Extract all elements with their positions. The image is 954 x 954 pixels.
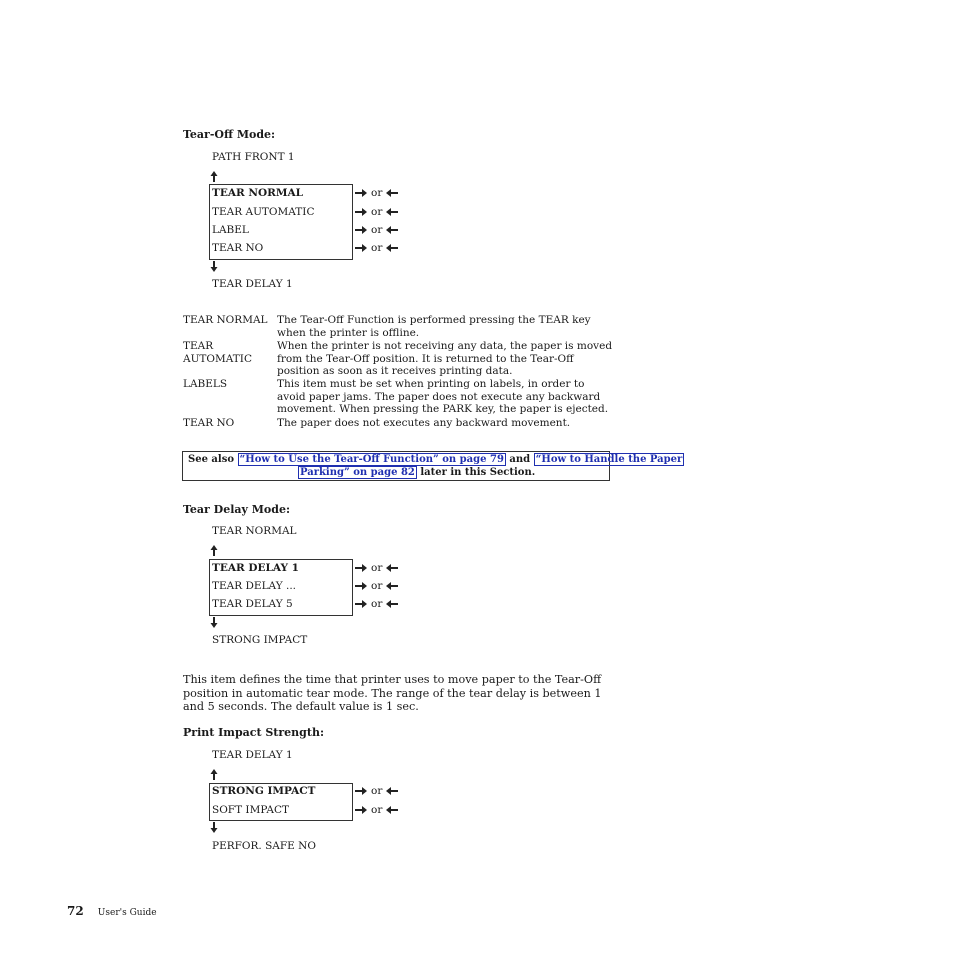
tear-delay-item-mid: TEAR DELAY ... xyxy=(212,580,296,592)
left-arrow-icon xyxy=(386,564,398,572)
left-arrow-icon xyxy=(386,806,398,814)
left-arrow-icon xyxy=(386,189,398,197)
tear-off-below-item: TEAR DELAY 1 xyxy=(212,278,293,290)
link-tear-off-function[interactable]: “How to Use the Tear-Off Function” on page 79 xyxy=(239,454,504,465)
definition-term: TEAR AUTOMATIC xyxy=(183,340,252,365)
left-arrow-icon xyxy=(386,582,398,590)
tear-off-heading: Tear-Off Mode: xyxy=(183,128,276,141)
nav-hint xyxy=(355,580,398,592)
tear-delay-item-5: TEAR DELAY 5 xyxy=(212,598,293,610)
right-arrow-icon xyxy=(355,244,367,252)
tear-delay-description: This item defines the time that printer uses to move paper to the Tear-Off position in automatic tear mode. The range of the tear delay is between 1 and 5 seconds. The default value is 1 sec. xyxy=(183,673,602,714)
print-impact-item-soft: SOFT IMPACT xyxy=(212,804,290,816)
or-label: or xyxy=(371,598,383,610)
tear-off-item-normal: TEAR NORMAL xyxy=(212,187,303,199)
page-footer xyxy=(67,900,157,919)
print-impact-item-strong: STRONG IMPACT xyxy=(212,785,316,797)
right-arrow-icon xyxy=(355,564,367,572)
left-arrow-icon xyxy=(386,244,398,252)
down-arrow-icon xyxy=(210,261,218,272)
link-paper-parking[interactable]: “How to Handle the Paper xyxy=(535,454,683,465)
nav-hint xyxy=(355,804,398,816)
down-arrow-icon xyxy=(210,617,218,628)
definition-text: The Tear-Off Function is performed pressing the TEAR key when the printer is offline. xyxy=(277,314,591,339)
tear-off-item-no: TEAR NO xyxy=(212,242,264,254)
tear-off-item-label: LABEL xyxy=(212,224,249,236)
up-arrow-icon xyxy=(210,769,218,780)
right-arrow-icon xyxy=(355,600,367,608)
page-number: 72 xyxy=(67,904,84,918)
tear-off-above-item: PATH FRONT 1 xyxy=(212,151,295,163)
definition-term: LABELS xyxy=(183,378,228,390)
tear-delay-above-item: TEAR NORMAL xyxy=(212,525,297,537)
up-arrow-icon xyxy=(210,545,218,556)
or-label: or xyxy=(371,224,383,236)
definition-term: TEAR NORMAL xyxy=(183,314,268,326)
or-label: or xyxy=(371,785,383,797)
left-arrow-icon xyxy=(386,600,398,608)
nav-hint xyxy=(355,598,398,610)
footer-title: User's Guide xyxy=(97,908,157,918)
print-impact-below-item: PERFOR. SAFE NO xyxy=(212,840,316,852)
right-arrow-icon xyxy=(355,787,367,795)
nav-hint xyxy=(355,562,398,574)
right-arrow-icon xyxy=(355,806,367,814)
see-also-suffix: later in this Section. xyxy=(420,467,536,478)
see-also-box xyxy=(182,451,683,481)
down-arrow-icon xyxy=(210,822,218,833)
left-arrow-icon xyxy=(386,226,398,234)
definition-text: When the printer is not receiving any data, the paper is moved from the Tear-Off position. It is returned to the Tear-Off position as soon as it receives printing data. xyxy=(277,340,613,377)
definition-text: The paper does not executes any backward movement. xyxy=(277,417,571,429)
link-paper-parking-cont[interactable]: Parking” on page 82 xyxy=(300,467,415,478)
left-arrow-icon xyxy=(386,208,398,216)
nav-hint xyxy=(355,242,398,254)
tear-delay-item-1: TEAR DELAY 1 xyxy=(212,562,299,574)
or-label: or xyxy=(371,562,383,574)
print-impact-heading: Print Impact Strength: xyxy=(183,726,325,739)
nav-hint xyxy=(355,224,398,236)
right-arrow-icon xyxy=(355,582,367,590)
tear-delay-below-item: STRONG IMPACT xyxy=(212,634,308,646)
nav-hint xyxy=(355,785,398,797)
up-arrow-icon xyxy=(210,171,218,182)
tear-delay-heading: Tear Delay Mode: xyxy=(183,503,291,516)
or-label: or xyxy=(371,804,383,816)
right-arrow-icon xyxy=(355,189,367,197)
definition-term: TEAR NO xyxy=(183,417,235,429)
definition-text: This item must be set when printing on labels, in order to avoid paper jams. The paper does not execute any backward movement. When pressing the PARK key, the paper is ejected. xyxy=(277,378,609,415)
nav-hint xyxy=(355,206,398,218)
or-label: or xyxy=(371,206,383,218)
or-label: or xyxy=(371,580,383,592)
tear-off-item-automatic: TEAR AUTOMATIC xyxy=(212,206,315,218)
right-arrow-icon xyxy=(355,208,367,216)
or-label: or xyxy=(371,242,383,254)
see-also-and: and xyxy=(509,454,531,465)
nav-hint xyxy=(355,187,398,199)
left-arrow-icon xyxy=(386,787,398,795)
see-also-prefix: See also xyxy=(188,454,235,465)
or-label: or xyxy=(371,187,383,199)
right-arrow-icon xyxy=(355,226,367,234)
print-impact-above-item: TEAR DELAY 1 xyxy=(212,749,293,761)
